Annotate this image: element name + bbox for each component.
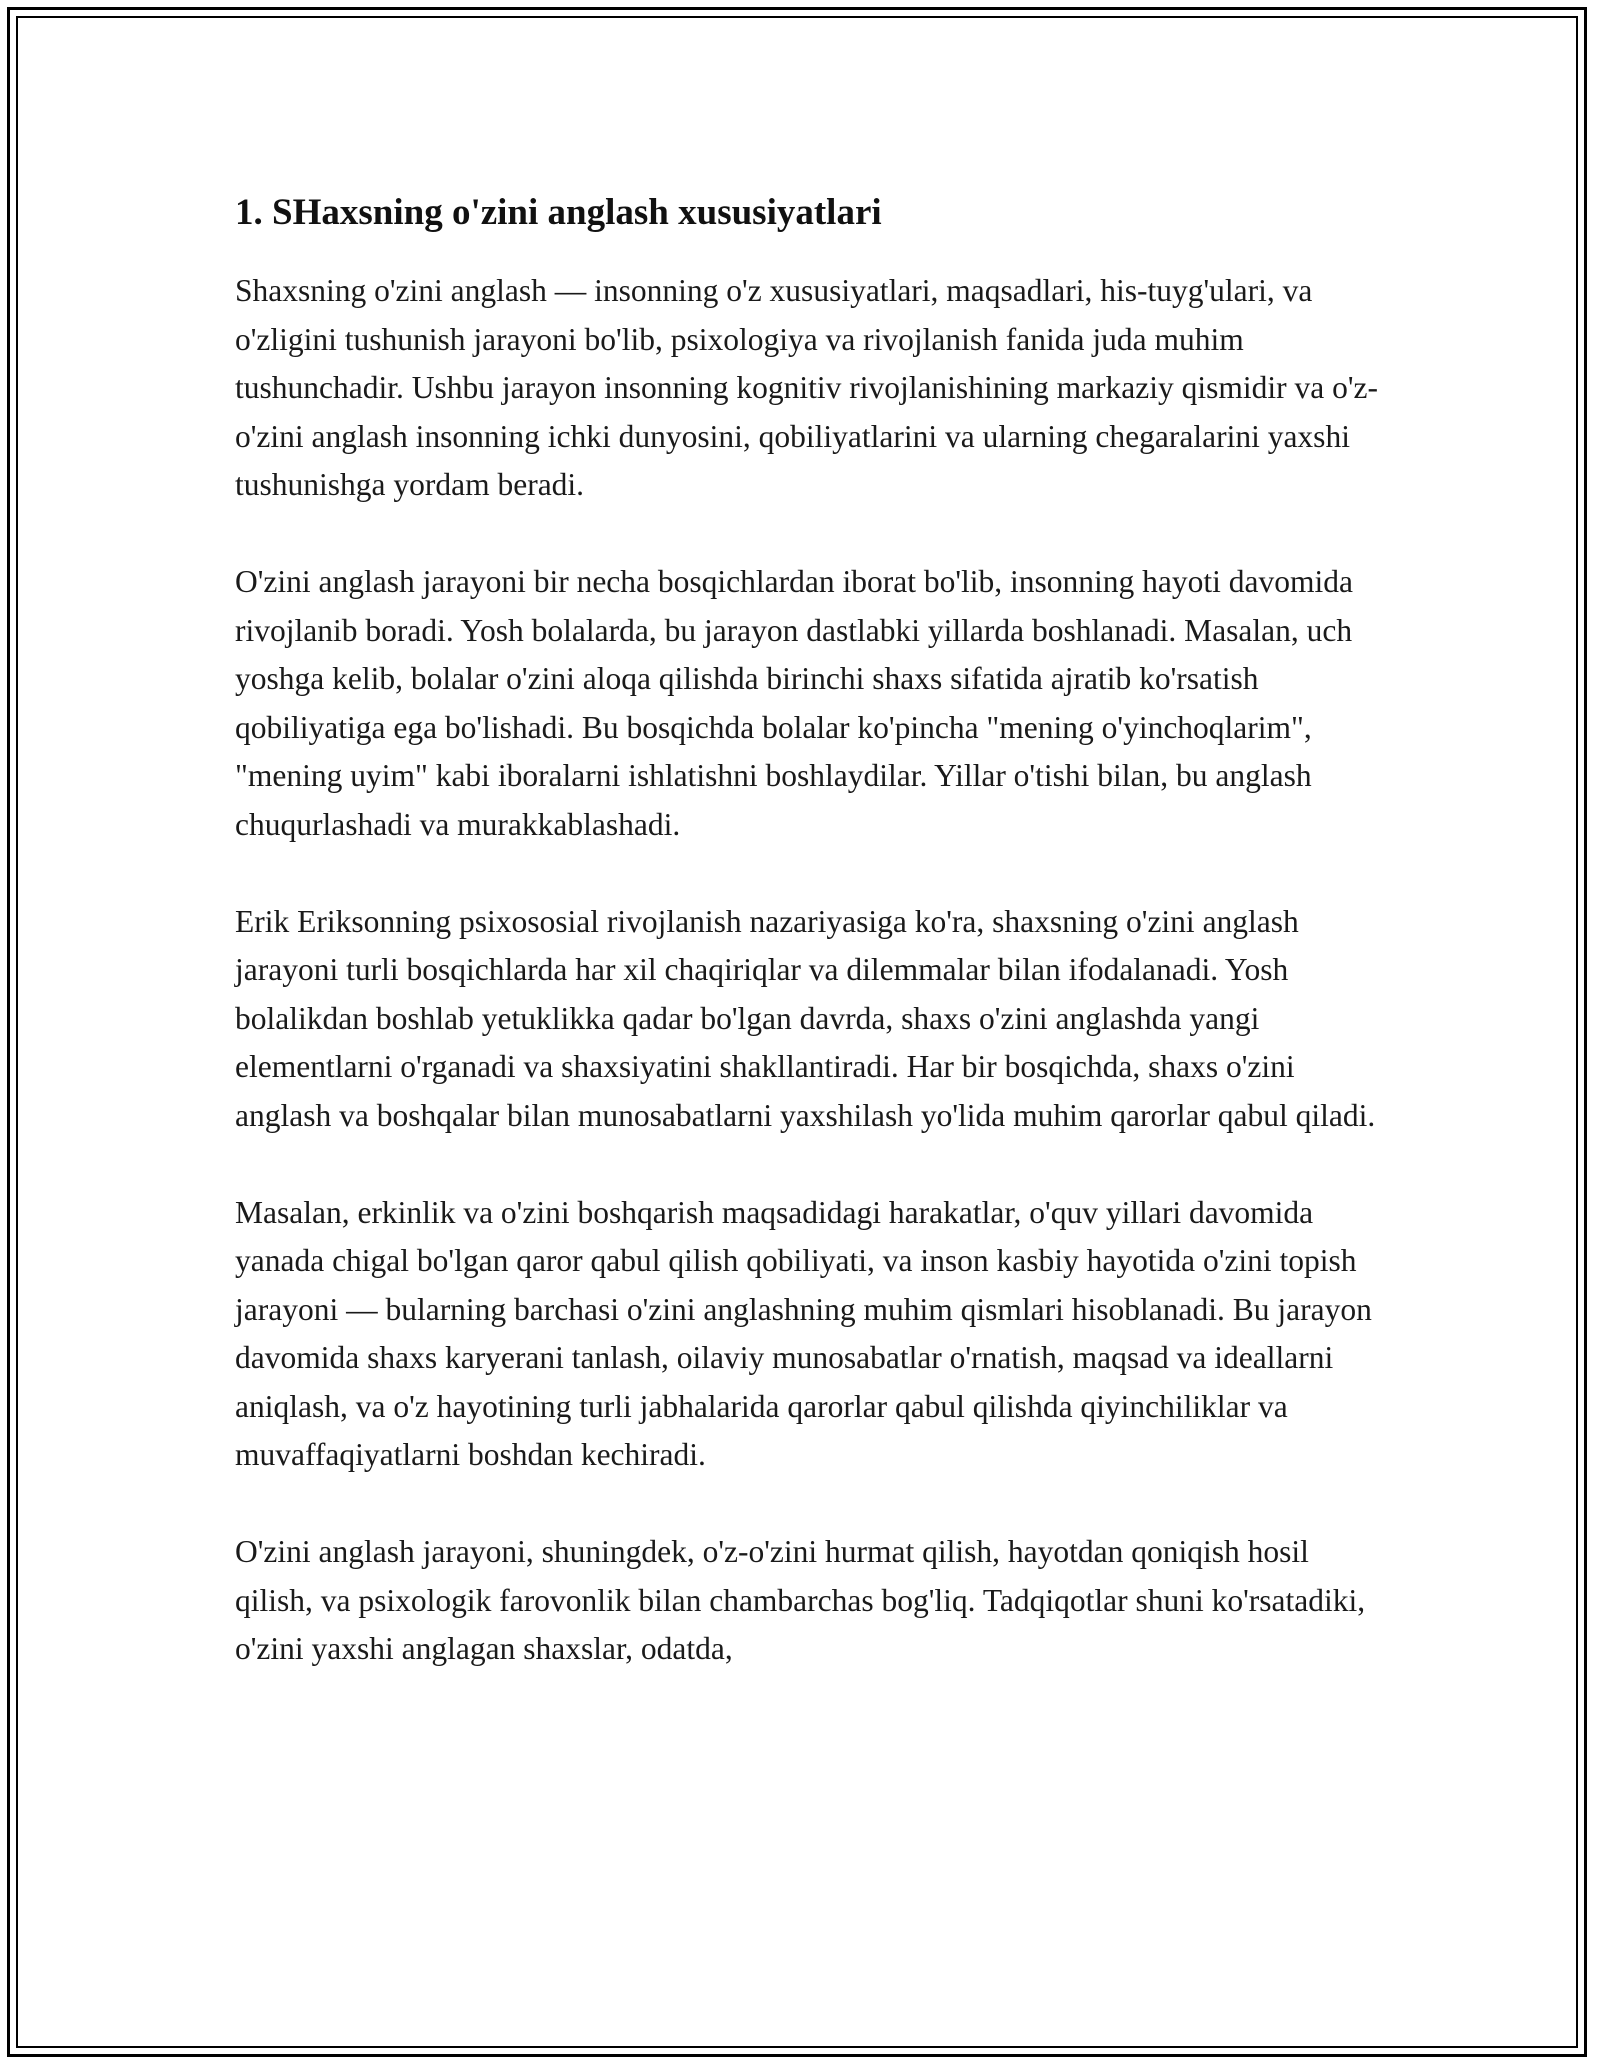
paragraph-5: O'zini anglash jarayoni, shuningdek, o'z-o'zini hurmat qilish, hayotdan qoniqish hosil qilish, va psixologik farovonlik bilan chambarchas bog'liq. Tadqiqotlar shuni ko'rsatadiki, o'zini yaxshi anglagan shaxslar, odatda, xyxy=(235,1534,1366,1666)
paragraph-1: Shaxsning o'zini anglash — insonning o'z xususiyatlari, maqsadlari, his-tuyg'ulari, va o'zligini tushunish jarayoni bo'lib, psixologiya va rivojlanish fanida juda muhim tushunchadir. Ushbu jarayon insonning kognitiv rivojlanishining markaziy qismidir va o'z-o'zini anglash insonning ichki dunyosini, qobiliyatlarini va ularning chegaralarini yaxshi tushunishga yordam beradi. xyxy=(235,273,1379,502)
document-body xyxy=(235,185,1380,1722)
paragraph-3: Erik Eriksonning psixososial rivojlanish nazariyasiga ko'ra, shaxsning o'zini anglash jarayoni turli bosqichlarda har xil chaqiriqlar va dilemmalar bilan ifodalanadi. Yosh bolalikdan boshlab yetuklikka qadar bo'lgan davrda, shaxs o'zini anglashda yangi elementlarni o'rganadi va shaxsiyatini shakllantiradi. Har bir bosqichda, shaxs o'zini anglash va boshqalar bilan munosabatlarni yaxshilash yo'lida muhim qarorlar qabul qiladi. xyxy=(235,903,1376,1133)
paragraph-2: O'zini anglash jarayoni bir necha bosqichlardan iborat bo'lib, insonning hayoti davomida rivojlanib boradi. Yosh bolalarda, bu jarayon dastlabki yillarda boshlanadi. Masalan, uch yoshga kelib, bolalar o'zini aloqa qilishda birinchi shaxs sifatida ajratib ko'rsatish qobiliyatiga ega bo'lishadi. Bu bosqichda bolalar ko'pincha "mening o'yinchoqlarim", "mening uyim" kabi iboralarni ishlatishni boshlaydilar. Yillar o'tishi bilan, bu anglash chuqurlashadi va murakkablashadi. xyxy=(235,564,1353,842)
section-heading: 1. SHaxsning o'zini anglash xususiyatlari xyxy=(235,192,882,233)
paragraph-4: Masalan, erkinlik va o'zini boshqarish maqsadidagi harakatlar, o'quv yillari davomida yanada chigal bo'lgan qaror qabul qilish qobiliyati, va inson kasbiy hayotida o'zini topish jarayoni — bularning barchasi o'zini anglashning muhim qismlari hisoblanadi. Bu jarayon davomida shaxs karyerani tanlash, oilaviy munosabatlar o'rnatish, maqsad va ideallarni aniqlash, va o'z hayotining turli jabhalarida qarorlar qabul qilishda qiyinchiliklar va muvaffaqiyatlarni boshdan kechiradi. xyxy=(235,1194,1372,1472)
